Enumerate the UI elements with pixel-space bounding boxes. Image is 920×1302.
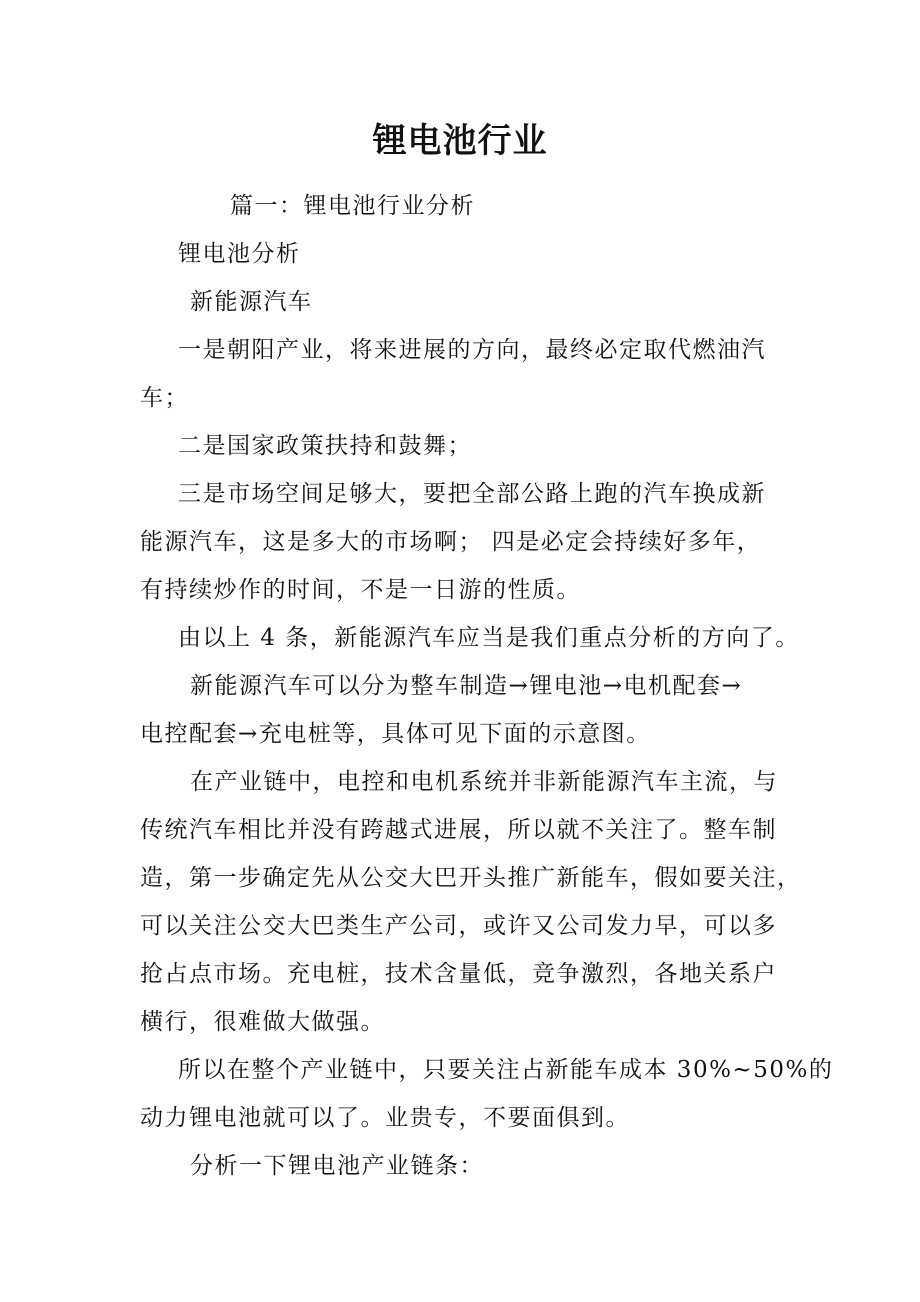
paragraph-line: 能源汽车，这是多大的市场啊； 四是必定会持续好多年， [140,529,762,555]
paragraph-line: 由以上 4 条，新能源汽车应当是我们重点分析的方向了。 [178,625,800,651]
paragraph-line: 一是朝阳产业，将来进展的方向，最终必定取代燃油汽 [178,337,766,363]
subheading-battery-analysis: 锂电池分析 [178,241,301,267]
paragraph-line: 造，第一步确定先从公交大巴开头推广新能车，假如要关注， [140,865,802,891]
paragraph-line: 所以在整个产业链中，只要关注占新能车成本 30%~50%的 [178,1057,834,1083]
paragraph-line: 电控配套→充电桩等，具体可见下面的示意图。 [140,721,651,747]
paragraph-line: 在产业链中，电控和电机系统并非新能源汽车主流，与 [190,769,778,795]
paragraph-line: 有持续炒作的时间，不是一日游的性质。 [140,577,581,603]
paragraph-line: 分析一下锂电池产业链条： [190,1153,484,1179]
subheading-new-energy-vehicles: 新能源汽车 [190,289,313,315]
section-heading: 篇一：锂电池行业分析 [230,193,475,219]
paragraph-line: 二是国家政策扶持和鼓舞； [178,433,472,459]
paragraph-line: 横行，很难做大做强。 [140,1009,385,1035]
paragraph-line: 动力锂电池就可以了。业贵专，不要面俱到。 [140,1105,630,1131]
paragraph-line: 车； [140,385,189,411]
paragraph-line: 三是市场空间足够大，要把全部公路上跑的汽车换成新 [178,481,766,507]
paragraph-line: 新能源汽车可以分为整车制造→锂电池→电机配套→ [190,673,743,699]
paragraph-line: 传统汽车相比并没有跨越式进展，所以就不关注了。整车制 [140,817,777,843]
paragraph-line: 可以关注公交大巴类生产公司，或许又公司发力早，可以多 [140,913,777,939]
paragraph-line: 抢占点市场。充电桩，技术含量低，竞争激烈，各地关系户 [140,961,777,987]
document-title: 锂电池行业 [372,121,548,161]
